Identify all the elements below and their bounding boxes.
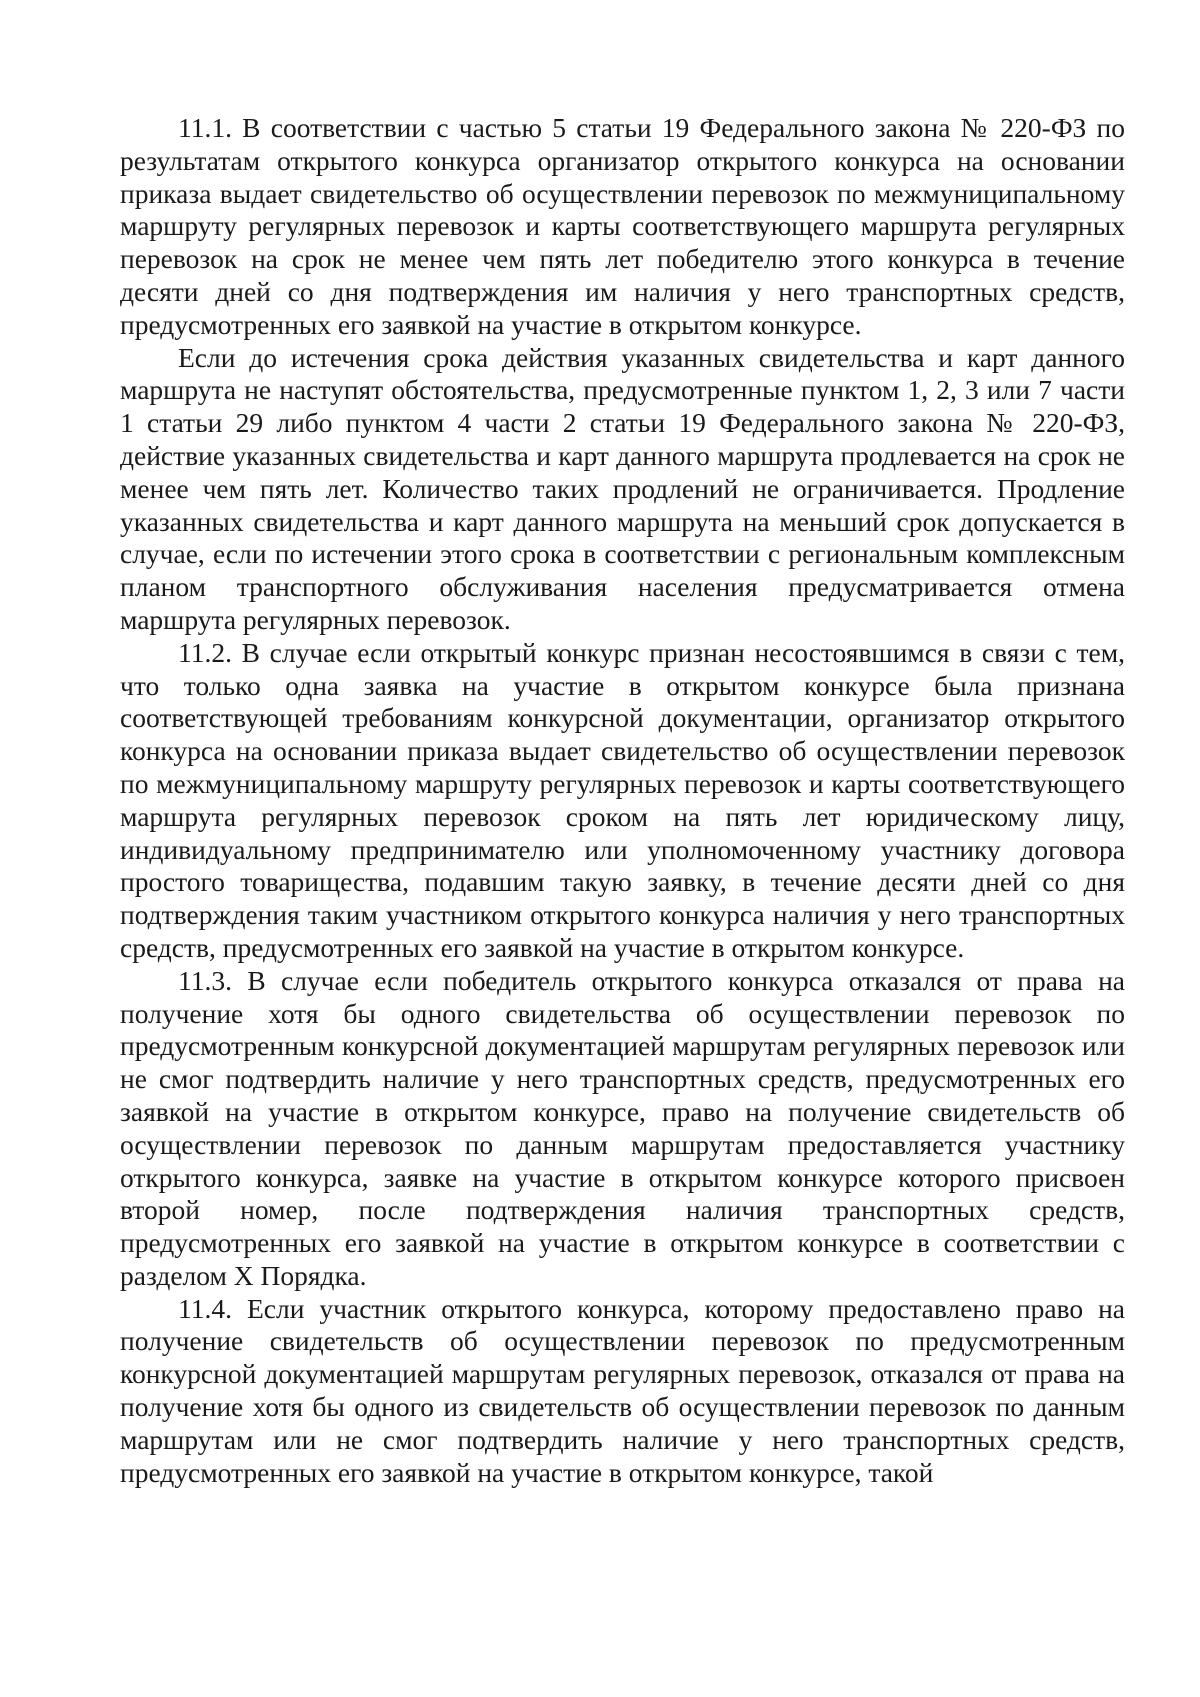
document-body — [120, 112, 1125, 1489]
paragraph-11-4: 11.4. Если участник открытого конкурса, которому предоставлено право на получение свидетельств об осуществлении перевозок по предусмотренным конкурсной документацией маршрутам регулярных перевозок, отказался от права на получение хотя бы одного из свидетельств об осуществлении перевозок по данным маршрутам или не смог подтвердить наличие у него транспортных средств, предусмотренных его заявкой на участие в открытом конкурсе, такой — [120, 1292, 1125, 1488]
paragraph-11-1: 11.1. В соответствии с частью 5 статьи 19 Федерального закона № 220-ФЗ по результатам открытого конкурса организатор открытого конкурса на основании приказа выдает свидетельство об осуществлении перевозок по межмуниципальному маршруту регулярных перевозок и карты соответствующего маршрута регулярных перевозок на срок не менее чем пять лет победителю этого конкурса в течение десяти дней со дня подтверждения им наличия у него транспортных средств, предусмотренных его заявкой на участие в открытом конкурсе. — [120, 112, 1125, 340]
paragraph-11-1-extension: Если до истечения срока действия указанных свидетельства и карт данного маршрута не наступят обстоятельства, предусмотренные пунктом 1, 2, 3 или 7 части 1 статьи 29 либо пунктом 4 части 2 статьи 19 Федерального закона № 220-ФЗ, действие указанных свидетельства и карт данного маршрута продлевается на срок не менее чем пять лет. Количество таких продлений не ограничивается. Продление указанных свидетельства и карт данного маршрута на меньший срок допускается в случае, если по истечении этого срока в соответствии с региональным комплексным планом транспортного обслуживания населения предусматривается отмена маршрута регулярных перевозок. — [120, 341, 1125, 635]
paragraph-11-2: 11.2. В случае если открытый конкурс признан несостоявшимся в связи с тем, что только одна заявка на участие в открытом конкурсе была признана соответствующей требованиям конкурсной документации, организатор открытого конкурса на основании приказа выдает свидетельство об осуществлении перевозок по межмуниципальному маршруту регулярных перевозок и карты соответствующего маршрута регулярных перевозок сроком на пять лет юридическому лицу, индивидуальному предпринимателю или уполномоченному участнику договора простого товарищества, подавшим такую заявку, в течение десяти дней со дня подтверждения таким участником открытого конкурса наличия у него транспортных средств, предусмотренных его заявкой на участие в открытом конкурсе. — [120, 636, 1125, 963]
paragraph-11-3: 11.3. В случае если победитель открытого конкурса отказался от права на получение хотя бы одного свидетельства об осуществлении перевозок по предусмотренным конкурсной документацией маршрутам регулярных перевозок или не смог подтвердить наличие у него транспортных средств, предусмотренных его заявкой на участие в открытом конкурсе, право на получение свидетельств об осуществлении перевозок по данным маршрутам предоставляется участнику открытого конкурса, заявке на участие в открытом конкурсе которого присвоен второй номер, после подтверждения наличия транспортных средств, предусмотренных его заявкой на участие в открытом конкурсе в соответствии с разделом X Порядка. — [120, 964, 1125, 1291]
